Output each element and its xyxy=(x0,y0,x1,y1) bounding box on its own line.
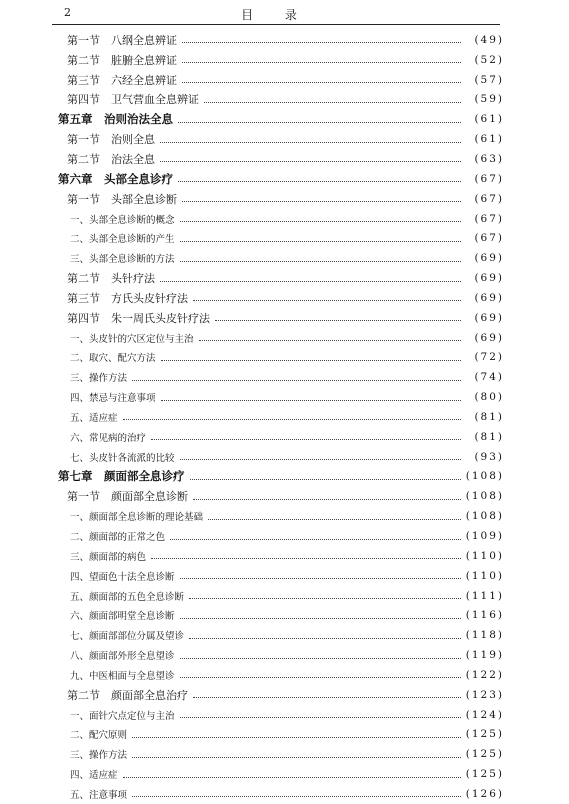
dot-leader xyxy=(182,62,461,63)
toc-entry-title: 八、颜面部外形全息望诊 xyxy=(70,651,175,663)
toc-page-number: (81) xyxy=(474,430,504,443)
dot-leader xyxy=(199,340,461,341)
toc-page-number: (69) xyxy=(474,311,504,324)
toc-page-number: (61) xyxy=(474,113,504,126)
dot-leader xyxy=(180,677,461,678)
dot-leader xyxy=(182,82,461,83)
toc-entry-title: 第二节 治法全息 xyxy=(67,152,155,166)
toc-entry-title: 四、望面色十法全息诊断 xyxy=(70,571,175,583)
toc-page-number: (110) xyxy=(465,569,504,582)
dot-leader xyxy=(193,300,461,301)
dot-leader xyxy=(180,241,461,242)
toc-entry-title: 四、禁忌与注意事项 xyxy=(70,393,156,405)
toc-entry-title: 二、头部全息诊断的产生 xyxy=(70,234,175,246)
toc-page-number: (108) xyxy=(465,490,504,503)
dot-leader xyxy=(161,360,461,361)
toc-entry-title: 二、取穴、配穴方法 xyxy=(70,353,156,365)
toc-subsection xyxy=(52,764,504,784)
dot-leader xyxy=(123,419,461,420)
dot-leader xyxy=(190,479,461,480)
toc-entry-title: 第四节 卫气营血全息辨证 xyxy=(67,93,199,107)
dot-leader xyxy=(182,42,461,43)
toc-subsection xyxy=(52,387,504,407)
toc-entry-title: 第四节 朱一周氏头皮针疗法 xyxy=(67,311,210,325)
toc-chapter xyxy=(52,169,504,189)
toc-page-number: (57) xyxy=(474,73,504,86)
toc-entry-title: 第一节 头部全息诊断 xyxy=(67,192,177,206)
dot-leader xyxy=(151,439,461,440)
toc-page-number: (69) xyxy=(474,272,504,285)
toc-page-number: (125) xyxy=(465,768,504,781)
toc-subsection xyxy=(52,784,504,804)
toc-subsection xyxy=(52,665,504,685)
dot-leader xyxy=(178,122,461,123)
dot-leader xyxy=(132,737,461,738)
toc-entry-title: 二、配穴原则 xyxy=(70,730,128,742)
dot-leader xyxy=(193,697,461,698)
dot-leader xyxy=(170,539,461,540)
toc-page-number: (49) xyxy=(474,33,504,46)
toc-section xyxy=(52,90,504,110)
dot-leader xyxy=(204,102,461,103)
toc-page-number: (93) xyxy=(474,450,504,463)
toc-page-number: (124) xyxy=(465,708,504,721)
dot-leader xyxy=(215,320,461,321)
toc-page-number: (122) xyxy=(465,668,504,681)
dot-leader xyxy=(193,499,461,500)
toc-section xyxy=(52,50,504,70)
dot-leader xyxy=(180,221,461,222)
toc-page-number: (116) xyxy=(465,609,504,622)
toc-page-number: (67) xyxy=(474,212,504,225)
toc-subsection xyxy=(52,705,504,725)
toc-page-number: (108) xyxy=(465,470,504,483)
toc-page-number: (119) xyxy=(465,649,504,662)
toc-section xyxy=(52,149,504,169)
header-rule xyxy=(52,24,500,25)
toc-entry-title: 二、颜面部的正常之色 xyxy=(70,532,166,544)
dot-leader xyxy=(180,459,461,460)
toc-subsection xyxy=(52,605,504,625)
dot-leader xyxy=(180,261,461,262)
toc-section xyxy=(52,189,504,209)
toc-entry-title: 六、颜面部明堂全息诊断 xyxy=(70,611,175,623)
toc-entry-title: 第七章 颜面部全息诊疗 xyxy=(58,469,185,484)
toc-subsection xyxy=(52,744,504,764)
toc-subsection xyxy=(52,427,504,447)
toc-subsection xyxy=(52,407,504,427)
toc-subsection xyxy=(52,447,504,467)
toc-page-number: (69) xyxy=(474,331,504,344)
toc-entry-title: 第一节 八纲全息辨证 xyxy=(67,33,177,47)
toc-section xyxy=(52,308,504,328)
toc-subsection xyxy=(52,546,504,566)
toc-page-number: (111) xyxy=(465,589,504,602)
toc-section xyxy=(52,70,504,90)
toc-page-number: (69) xyxy=(474,291,504,304)
toc-entry-title: 一、面针穴点定位与主治 xyxy=(70,710,175,722)
toc-page-number: (125) xyxy=(465,748,504,761)
toc-section xyxy=(52,486,504,506)
dot-leader xyxy=(189,598,461,599)
toc-entry-title: 第三节 六经全息辨证 xyxy=(67,73,177,87)
toc-entry-title: 五、注意事项 xyxy=(70,789,128,801)
toc-chapter xyxy=(52,467,504,487)
toc-subsection xyxy=(52,526,504,546)
toc-page-number: (67) xyxy=(474,192,504,205)
dot-leader xyxy=(208,519,461,520)
toc-page-number: (52) xyxy=(474,53,504,66)
toc-page-number: (110) xyxy=(465,549,504,562)
table-of-contents xyxy=(52,30,504,804)
dot-leader xyxy=(160,161,461,162)
toc-subsection xyxy=(52,586,504,606)
toc-entry-title: 第五章 治则治法全息 xyxy=(58,112,173,127)
toc-entry-title: 三、操作方法 xyxy=(70,373,128,385)
toc-page-number: (80) xyxy=(474,391,504,404)
dot-leader xyxy=(160,142,461,143)
toc-page-number: (125) xyxy=(465,728,504,741)
toc-entry-title: 五、适应症 xyxy=(70,412,118,424)
toc-page-number: (126) xyxy=(465,787,504,800)
toc-page-number: (108) xyxy=(465,510,504,523)
dot-leader xyxy=(132,380,461,381)
toc-subsection xyxy=(52,228,504,248)
toc-entry-title: 第六章 头部全息诊疗 xyxy=(58,171,173,186)
toc-page-number: (123) xyxy=(465,688,504,701)
toc-page-number: (74) xyxy=(474,371,504,384)
toc-entry-title: 七、头皮针各流派的比较 xyxy=(70,452,175,464)
toc-subsection xyxy=(52,506,504,526)
dot-leader xyxy=(132,757,461,758)
dot-leader xyxy=(160,281,461,282)
dot-leader xyxy=(161,400,461,401)
dot-leader xyxy=(180,658,461,659)
toc-entry-title: 四、适应症 xyxy=(70,770,118,782)
dot-leader xyxy=(189,638,461,639)
toc-page-number: (72) xyxy=(474,351,504,364)
toc-page-number: (109) xyxy=(465,530,504,543)
toc-page-number: (67) xyxy=(474,232,504,245)
toc-section xyxy=(52,129,504,149)
dot-leader xyxy=(180,578,461,579)
toc-page-number: (81) xyxy=(474,410,504,423)
toc-entry-title: 第二节 头针疗法 xyxy=(67,272,155,286)
toc-subsection xyxy=(52,248,504,268)
toc-subsection xyxy=(52,367,504,387)
toc-entry-title: 第一节 治则全息 xyxy=(67,133,155,147)
toc-subsection xyxy=(52,625,504,645)
toc-subsection xyxy=(52,725,504,745)
toc-subsection xyxy=(52,566,504,586)
toc-page-number: (63) xyxy=(474,152,504,165)
page-header xyxy=(52,6,500,24)
toc-entry-title: 一、头部全息诊断的概念 xyxy=(70,214,175,226)
toc-entry-title: 三、颜面部的病色 xyxy=(70,551,147,563)
toc-page-number: (67) xyxy=(474,172,504,185)
toc-section xyxy=(52,685,504,705)
toc-page-number: (69) xyxy=(474,252,504,265)
toc-subsection xyxy=(52,328,504,348)
toc-entry-title: 第二节 颜面部全息治疗 xyxy=(67,688,188,702)
toc-entry-title: 第三节 方氏头皮针疗法 xyxy=(67,291,188,305)
toc-entry-title: 一、颜面部全息诊断的理论基础 xyxy=(70,512,204,524)
toc-page-number: (59) xyxy=(474,93,504,106)
dot-leader xyxy=(182,201,461,202)
toc-entry-title: 三、头部全息诊断的方法 xyxy=(70,254,175,266)
toc-section xyxy=(52,268,504,288)
dot-leader xyxy=(180,717,461,718)
toc-entry-title: 三、操作方法 xyxy=(70,750,128,762)
dot-leader xyxy=(132,796,461,797)
toc-entry-title: 五、颜面部的五色全息诊断 xyxy=(70,591,185,603)
toc-entry-title: 一、头皮针的穴区定位与主治 xyxy=(70,333,194,345)
toc-entry-title: 六、常见病的治疗 xyxy=(70,432,147,444)
dot-leader xyxy=(151,558,461,559)
toc-entry-title: 第一节 颜面部全息诊断 xyxy=(67,490,188,504)
running-title: 目 录 xyxy=(241,8,311,22)
toc-entry-title: 第二节 脏腑全息辨证 xyxy=(67,53,177,67)
toc-section xyxy=(52,288,504,308)
dot-leader xyxy=(178,181,461,182)
page-number: 2 xyxy=(64,6,71,19)
toc-chapter xyxy=(52,109,504,129)
toc-subsection xyxy=(52,209,504,229)
toc-entry-title: 九、中医相面与全息望诊 xyxy=(70,670,175,682)
toc-page-number: (118) xyxy=(465,629,504,642)
toc-entry-title: 七、颜面部部位分属及望诊 xyxy=(70,631,185,643)
toc-subsection xyxy=(52,645,504,665)
toc-subsection xyxy=(52,348,504,368)
toc-page-number: (61) xyxy=(474,133,504,146)
dot-leader xyxy=(123,777,461,778)
toc-section xyxy=(52,30,504,50)
dot-leader xyxy=(180,618,461,619)
